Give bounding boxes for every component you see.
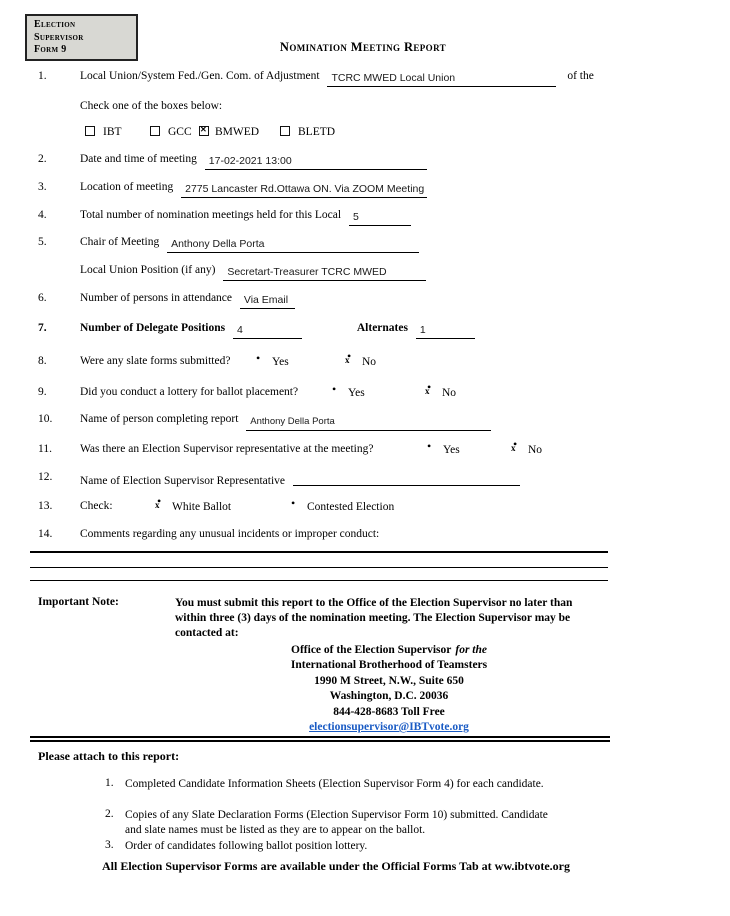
q3-value-field[interactable]: 2775 Lancaster Rd.Ottawa ON. Via ZOOM Meeting [181, 183, 427, 198]
q9-yes-bullet-icon[interactable] [331, 386, 340, 397]
q12-label: Name of Election Supervisor Representative [80, 475, 286, 487]
q8-label: Were any slate forms submitted? [80, 355, 231, 367]
item-number: 13. [38, 500, 53, 512]
q7-row [0, 322, 730, 339]
address-line: 1990 M Street, N.W., Suite 650 [314, 674, 464, 687]
q7-alternates-label: Alternates [356, 322, 408, 334]
q12-value-field[interactable] [293, 471, 520, 486]
q3-label: Location of meeting [80, 181, 174, 193]
checkbox-bletd-label: BLETD [298, 126, 336, 138]
q1-instruction-row [0, 100, 730, 117]
supervisor-email-link[interactable]: electionsupervisor@IBTvote.org [309, 721, 469, 734]
item-number: 11. [38, 443, 52, 455]
q13-white-ballot-label: White Ballot [172, 501, 232, 513]
list-text: Copies of any Slate Declaration Forms (Election Supervisor Form 10) submitted. Candidate and slate names must be listed as they are to appear on the ballot. [125, 809, 548, 837]
item-number: 5. [38, 236, 47, 248]
form-number-box [25, 14, 138, 61]
form-box-line: Form 9 [34, 44, 67, 55]
q1-checkbox-row [0, 126, 730, 143]
q6-label: Number of persons in attendance [80, 292, 233, 304]
q4-label: Total number of nomination meetings held for this Local [80, 209, 342, 221]
q1-suffix: of the [567, 70, 594, 82]
q6-row [0, 292, 730, 309]
forms-availability-footer: All Election Supervisor Forms are available under the Official Forms Tab at ww.ibtvote.org [102, 859, 570, 873]
q12-row [0, 471, 730, 488]
item-number: 12. [38, 471, 53, 483]
item-number: 4. [38, 209, 47, 221]
q9-row [0, 386, 730, 403]
q5-value-field[interactable]: Anthony Della Porta [167, 238, 419, 253]
form-box-line: Election [34, 19, 76, 30]
page-title: Nomination Meeting Report [279, 40, 447, 54]
q11-no-label: No [528, 444, 543, 456]
item-number: 8. [38, 355, 47, 367]
q13-label: Check: [80, 500, 113, 512]
q8-no-label: No [362, 356, 377, 368]
note-line: within three (3) days of the nomination meeting. The Election Supervisor may be [175, 612, 571, 625]
q8-yes-label: Yes [272, 356, 289, 368]
q11-label: Was there an Election Supervisor representative at the meeting? [80, 443, 374, 455]
item-number: 7. [38, 322, 47, 334]
important-note-label: Important Note: [38, 596, 119, 608]
q13-row [0, 500, 730, 517]
q8-yes-bullet-icon[interactable] [255, 355, 264, 366]
comments-line[interactable] [30, 580, 608, 581]
q7-alternates-field[interactable]: 1 [416, 324, 475, 339]
q14-row [0, 528, 730, 545]
section-divider [30, 736, 610, 742]
item-number: 1. [38, 70, 47, 82]
item-number: 10. [38, 413, 53, 425]
q13-white-ballot-selected-icon[interactable] [155, 500, 164, 512]
form-box-line: Supervisor [34, 31, 84, 43]
q8-row [0, 355, 730, 372]
q2-row [0, 153, 730, 170]
q8-no-selected-icon[interactable] [345, 355, 354, 367]
q10-label: Name of person completing report [80, 413, 239, 425]
q1-instruction: Check one of the boxes below: [80, 100, 223, 112]
q14-label: Comments regarding any unusual incidents or improper conduct: [80, 528, 380, 540]
supervisor-address-block [175, 643, 603, 735]
q4-row [0, 209, 730, 226]
checkbox-bmwed-checked-icon[interactable] [199, 126, 209, 136]
q13-contested-label: Contested Election [307, 501, 395, 513]
list-text: Completed Candidate Information Sheets (Election Supervisor Form 4) for each candidate. [125, 778, 544, 790]
item-number: 14. [38, 528, 53, 540]
address-line: Washington, D.C. 20036 [329, 690, 449, 703]
q11-yes-bullet-icon[interactable] [426, 443, 435, 454]
q5-sub-value-field[interactable]: Secretart-Treasurer TCRC MWED [223, 266, 426, 281]
q6-value-field[interactable]: Via Email [240, 294, 295, 309]
q3-row [0, 181, 730, 198]
item-number: 6. [38, 292, 47, 304]
q9-no-selected-icon[interactable] [425, 386, 434, 398]
q7-delegates-field[interactable]: 4 [233, 324, 302, 339]
checkbox-bletd-icon[interactable] [280, 126, 290, 136]
q2-value-field[interactable]: 17-02-2021 13:00 [205, 155, 427, 170]
comments-line[interactable] [30, 551, 608, 553]
item-number: 9. [38, 386, 47, 398]
q9-no-label: No [442, 387, 457, 399]
list-number: 2. [105, 808, 114, 820]
list-number: 3. [105, 839, 114, 851]
q1-value-field[interactable]: TCRC MWED Local Union [327, 72, 556, 87]
note-line: You must submit this report to the Office of the Election Supervisor no later than [175, 597, 573, 609]
list-number: 1. [105, 777, 114, 789]
q11-yes-label: Yes [443, 444, 460, 456]
q2-label: Date and time of meeting [80, 153, 197, 165]
q1-row [0, 70, 730, 87]
q7-label: Number of Delegate Positions [80, 322, 226, 334]
office-line [175, 643, 603, 658]
q10-value-field[interactable]: Anthony Della Porta [246, 416, 491, 431]
checkbox-ibt-label: IBT [103, 126, 122, 138]
q1-label: Local Union/System Fed./Gen. Com. of Adjustment [80, 70, 320, 82]
q5-row [0, 236, 730, 253]
q4-value-field[interactable]: 5 [349, 211, 411, 226]
q10-row [0, 413, 730, 430]
checkbox-bmwed-label: BMWED [215, 126, 260, 138]
q5-sub-label: Local Union Position (if any) [80, 264, 216, 276]
address-line: International Brotherhood of Teamsters [290, 659, 488, 672]
item-number: 2. [38, 153, 47, 165]
office-for-the: for the [455, 644, 487, 656]
q9-label: Did you conduct a lottery for ballot placement? [80, 386, 299, 398]
q5-label: Chair of Meeting [80, 236, 160, 248]
q9-yes-label: Yes [348, 387, 365, 399]
office-name: Office of the Election Supervisor [291, 644, 452, 656]
list-text: Order of candidates following ballot position lottery. [125, 840, 368, 852]
q5-sub-row [0, 264, 730, 281]
item-number: 3. [38, 181, 47, 193]
checkbox-gcc-label: GCC [168, 126, 192, 138]
comments-line[interactable] [30, 567, 608, 568]
q13-contested-bullet-icon[interactable] [290, 500, 299, 511]
checkbox-gcc-icon[interactable] [150, 126, 160, 136]
attach-heading: Please attach to this report: [38, 749, 180, 763]
checkbox-ibt-icon[interactable] [85, 126, 95, 136]
q11-no-selected-icon[interactable] [511, 443, 520, 455]
important-note-text [175, 596, 607, 642]
address-line: 844-428-8683 Toll Free [333, 705, 445, 718]
q11-row [0, 443, 730, 460]
note-line: contacted at: [175, 627, 239, 640]
